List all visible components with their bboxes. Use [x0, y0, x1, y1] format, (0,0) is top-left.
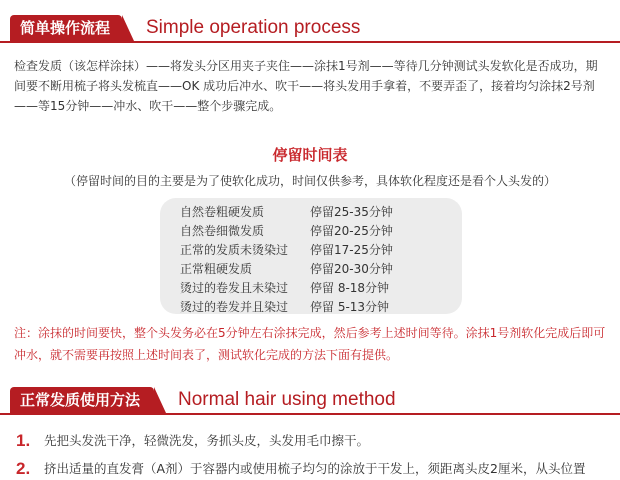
operation-paragraph: 检查发质（该怎样涂抹）——将发头分区用夹子夹住——涂抹1号剂——等待几分钟测试头发软化是否成功，期间要不断用梳子将头发梳直——OK 成功后冲水、吹干——将头发用手拿着，不要弄歪了，接着均匀涂抹2号剂——等15分钟——冲水、吹干——整个步骤完成。	[14, 59, 598, 113]
duration-table	[160, 198, 462, 314]
row-value: 停留25-35分钟	[310, 205, 393, 219]
section-title-cn: 简单操作流程	[10, 15, 122, 41]
row-value: 停留 5-13分钟	[310, 300, 390, 314]
note-text: 注：涂抹的时间要快，整个头发务必在5分钟左右涂抹完成，然后参考上述时间等待。涂抹1号剂软化完成后即可冲水，就不需要再按照上述时间表了，测试软化完成的方法下面有提供。	[14, 326, 606, 362]
section-header-operation	[0, 12, 620, 48]
row-value: 停留20-25分钟	[310, 224, 393, 238]
section-header-normal-hair	[0, 384, 620, 420]
row-label: 正常粗硬发质	[180, 262, 253, 276]
step-number: 1.	[16, 431, 31, 450]
row-value: 停留17-25分钟	[310, 243, 393, 257]
row-label: 烫过的卷发并且染过	[180, 300, 289, 314]
row-label: 烫过的卷发且未染过	[180, 281, 289, 295]
section-title-en: Simple operation process	[146, 17, 361, 38]
row-label: 自然卷粗硬发质	[180, 205, 265, 219]
row-label: 自然卷细微发质	[180, 224, 265, 238]
row-label: 正常的发质未烫染过	[180, 243, 289, 257]
row-value: 停留 8-18分钟	[310, 281, 390, 295]
section-title-cn: 正常发质使用方法	[10, 387, 154, 413]
step-text: 先把头发洗干净，轻微洗发，务抓头皮，头发用毛巾擦干。	[44, 433, 370, 448]
table-title: 停留时间表	[272, 146, 348, 164]
step-number: 2.	[16, 459, 31, 478]
table-subtitle: （停留时间的目的主要是为了使软化成功，时间仅供参考，具体软化程度还是看个人头发的）	[63, 174, 556, 188]
row-value: 停留20-30分钟	[310, 262, 393, 276]
section-title-en: Normal hair using method	[178, 389, 396, 410]
header-rule	[0, 413, 620, 415]
header-rule	[0, 41, 620, 43]
step-text: 挤出适量的直发膏（A剂）于容器内或使用梳子均匀的涂放于干发上，须距离头皮2厘米，从头位置	[44, 461, 586, 476]
